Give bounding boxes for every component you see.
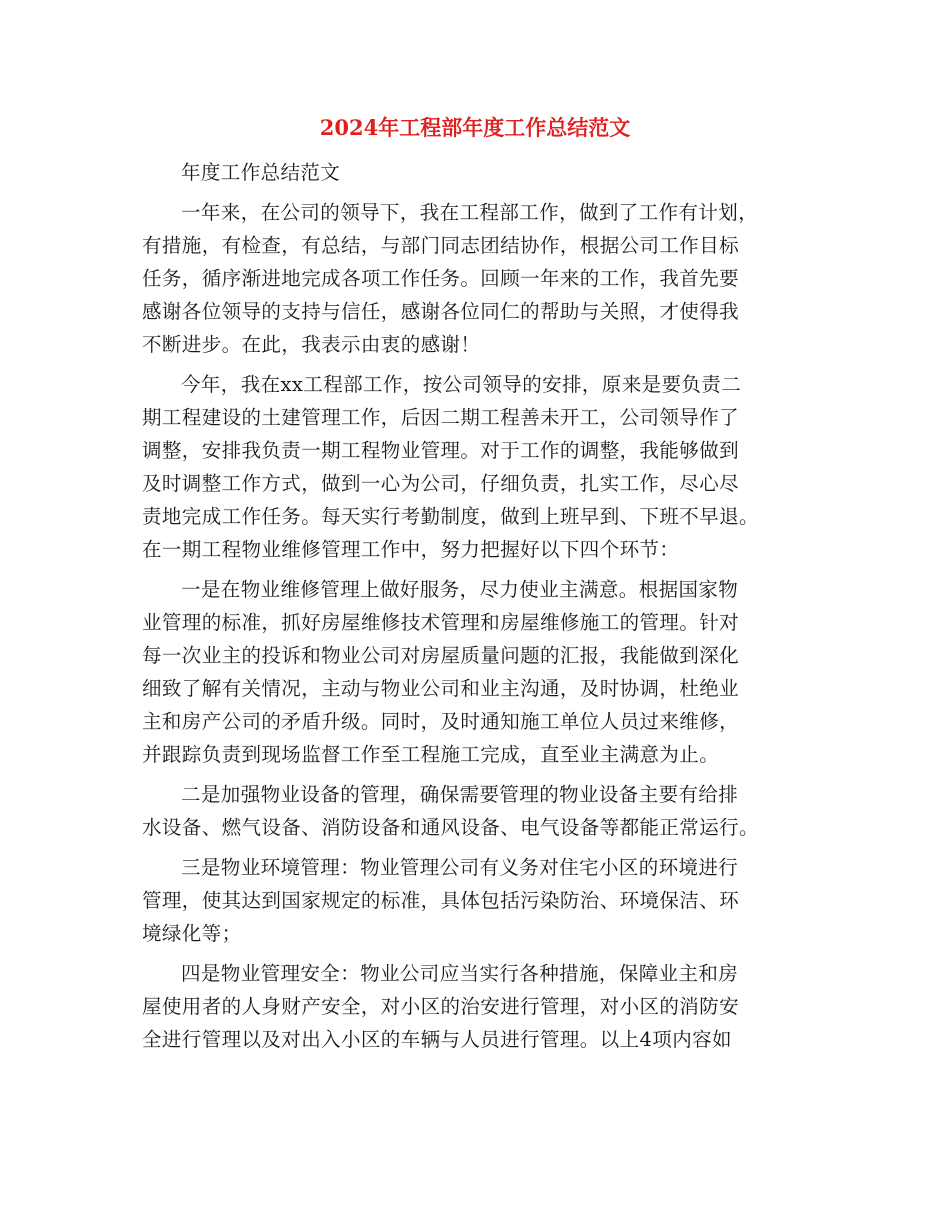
paragraph-line: 每一次业主的投诉和物业公司对房屋质量问题的汇报，我能做到深化 xyxy=(142,644,740,667)
paragraph-line: 及时调整工作方式，做到一心为公司，仔细负责，扎实工作，尽心尽 xyxy=(142,472,740,495)
paragraph-line: 境绿化等； xyxy=(142,922,242,945)
paragraph xyxy=(142,368,802,566)
paragraph-line: 今年，我在xx工程部工作，按公司领导的安排，原来是要负责二 xyxy=(181,373,742,396)
paragraph-line: 调整，安排我负责一期工程物业管理。对于工作的调整，我能够做到 xyxy=(142,439,740,462)
document-title: 2024年工程部年度工作总结范文 xyxy=(319,115,631,140)
paragraph-line: 并跟踪负责到现场监督工作至工程施工完成，直至业主满意为止。 xyxy=(142,743,720,766)
paragraph xyxy=(142,778,802,844)
paragraph xyxy=(142,851,802,950)
paragraph-line: 年度工作总结范文 xyxy=(181,161,341,184)
paragraph-line: 水设备、燃气设备、消防设备和通风设备、电气设备等都能正常运行。 xyxy=(142,816,759,839)
paragraph-line: 屋使用者的人身财产安全，对小区的治安进行管理，对小区的消防安 xyxy=(142,995,740,1018)
paragraph-line: 二是加强物业设备的管理，确保需要管理的物业设备主要有给排 xyxy=(181,783,739,806)
paragraph-line: 有措施，有检查，有总结，与部门同志团结协作，根据公司工作目标 xyxy=(142,234,740,257)
paragraph xyxy=(142,156,802,189)
paragraph xyxy=(142,573,802,771)
paragraph-line: 任务，循序渐进地完成各项工作任务。回顾一年来的工作，我首先要 xyxy=(142,267,740,290)
paragraph-line: 三是物业环境管理：物业管理公司有义务对住宅小区的环境进行 xyxy=(181,856,739,879)
paragraph-line: 四是物业管理安全：物业公司应当实行各种措施，保障业主和房 xyxy=(181,962,739,985)
paragraph-line: 不断进步。在此，我表示由衷的感谢！ xyxy=(142,333,481,356)
paragraph-line: 业管理的标准，抓好房屋维修技术管理和房屋维修施工的管理。针对 xyxy=(142,611,740,634)
paragraph-line: 一年来，在公司的领导下，我在工程部工作，做到了工作有计划， xyxy=(181,201,759,224)
paragraph-line: 全进行管理以及对出入小区的车辆与人员进行管理。以上4项内容如 xyxy=(142,1028,732,1051)
paragraph-line: 感谢各位领导的支持与信任，感谢各位同仁的帮助与关照，才使得我 xyxy=(142,300,740,323)
paragraph-line: 责地完成工作任务。每天实行考勤制度，做到上班早到、下班不早退。 xyxy=(142,505,759,528)
paragraph-line: 一是在物业维修管理上做好服务，尽力使业主满意。根据国家物 xyxy=(181,578,739,601)
paragraph-line: 在一期工程物业维修管理工作中，努力把握好以下四个环节： xyxy=(142,538,680,561)
paragraph-line: 管理，使其达到国家规定的标准，具体包括污染防治、环境保洁、环 xyxy=(142,889,740,912)
paragraph-line: 期工程建设的土建管理工作，后因二期工程善未开工，公司领导作了 xyxy=(142,406,740,429)
document-body xyxy=(142,156,802,1063)
paragraph xyxy=(142,196,802,361)
paragraph-line: 主和房产公司的矛盾升级。同时，及时通知施工单位人员过来维修， xyxy=(142,710,740,733)
paragraph-line: 细致了解有关情况，主动与物业公司和业主沟通，及时协调，杜绝业 xyxy=(142,677,740,700)
paragraph xyxy=(142,957,802,1056)
